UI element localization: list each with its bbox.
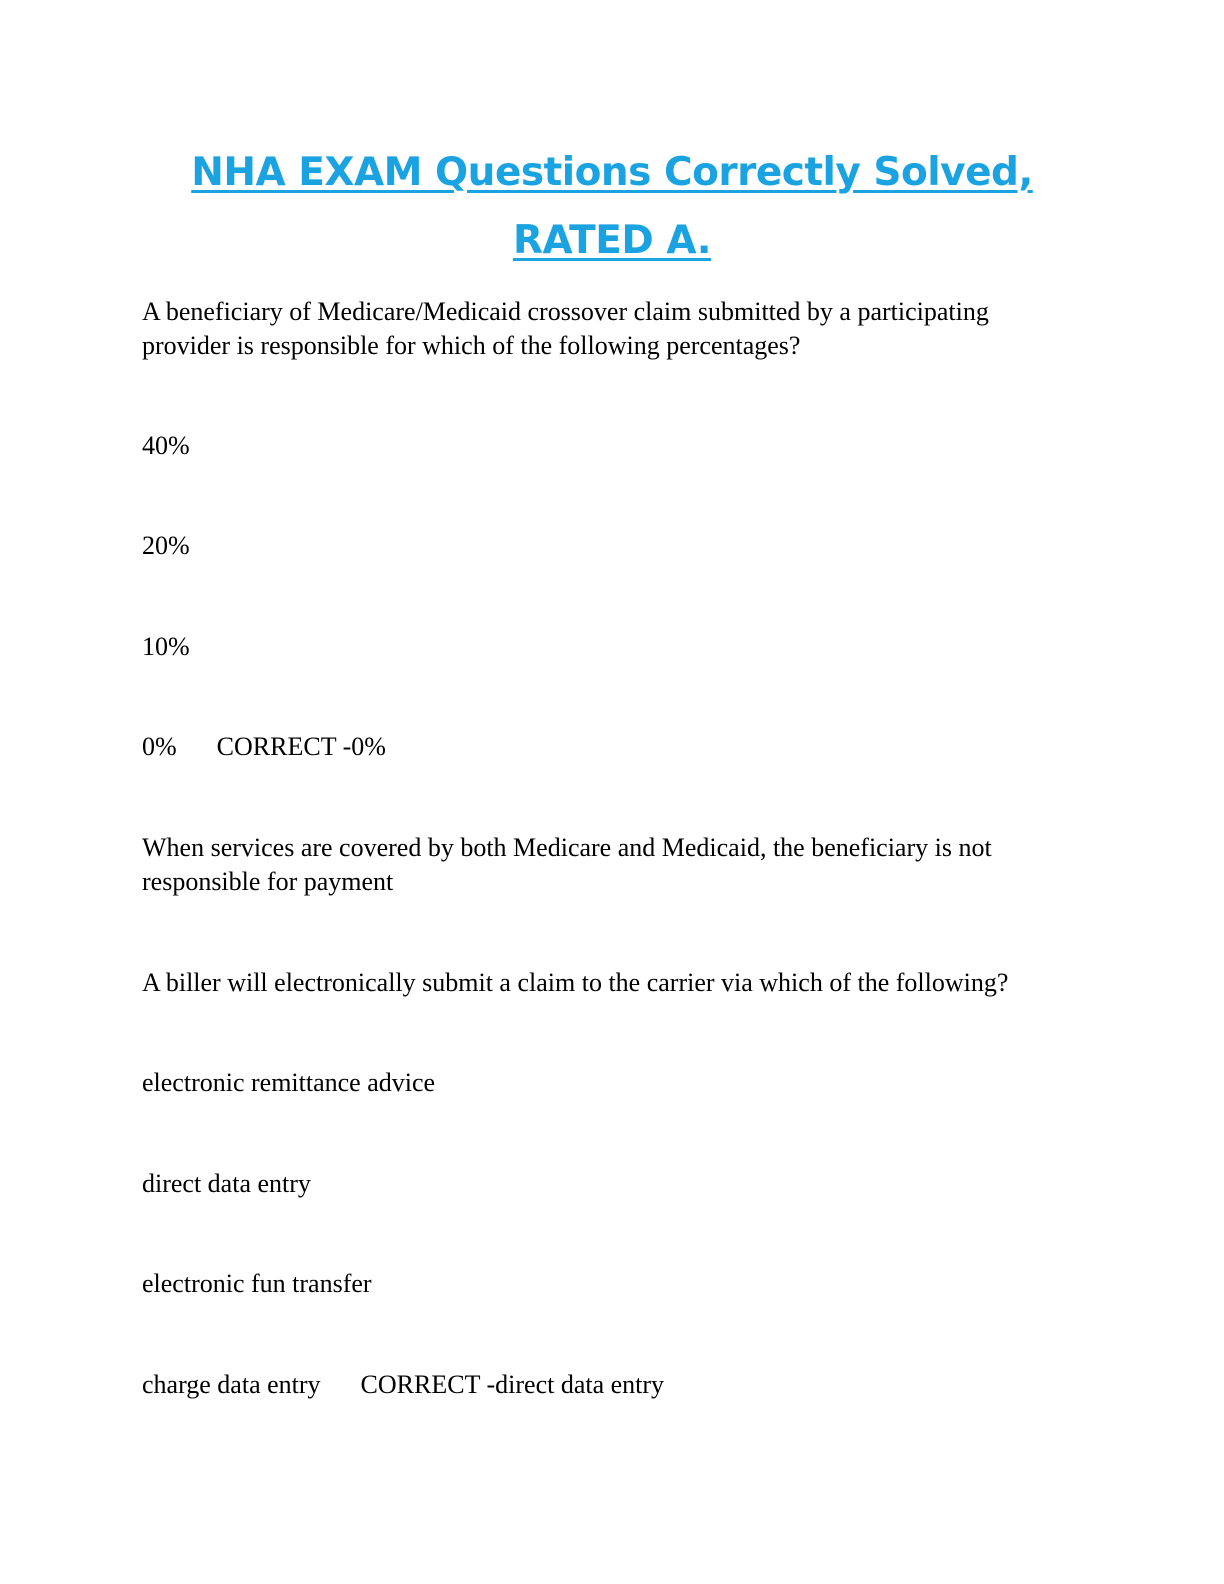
question-1-text-line-2: provider is responsible for which of the following percentages? <box>142 331 801 360</box>
question-2-option-b: direct data entry <box>142 1169 311 1198</box>
question-2-text: A biller will electronically submit a claim to the carrier via which of the following? <box>142 968 1009 997</box>
question-2-option-a: electronic remittance advice <box>142 1068 436 1097</box>
question-1-option-c: 10% <box>142 632 190 661</box>
question-1-option-b: 20% <box>142 531 190 560</box>
document-title-line-2: RATED A. <box>512 218 712 263</box>
question-1-text-line-1: A beneficiary of Medicare/Medicaid crossover claim submitted by a participating <box>142 297 989 326</box>
question-1-explanation-line-1: When services are covered by both Medicare and Medicaid, the beneficiary is not <box>142 833 992 862</box>
question-2-option-c: electronic fun transfer <box>142 1269 372 1298</box>
question-1-explanation-line-2: responsible for payment <box>142 867 394 896</box>
question-1-option-d-row <box>142 730 386 764</box>
question-2-answer: CORRECT -direct data entry <box>360 1370 665 1399</box>
question-2-option-d-row <box>142 1368 664 1402</box>
document-title-line-1: NHA EXAM Questions Correctly Solved, <box>191 150 1033 195</box>
question-1-option-a: 40% <box>142 431 190 460</box>
question-2-option-d: charge data entry <box>142 1370 321 1399</box>
question-1-option-d: 0% <box>142 732 177 761</box>
question-1-answer: CORRECT -0% <box>216 732 386 761</box>
